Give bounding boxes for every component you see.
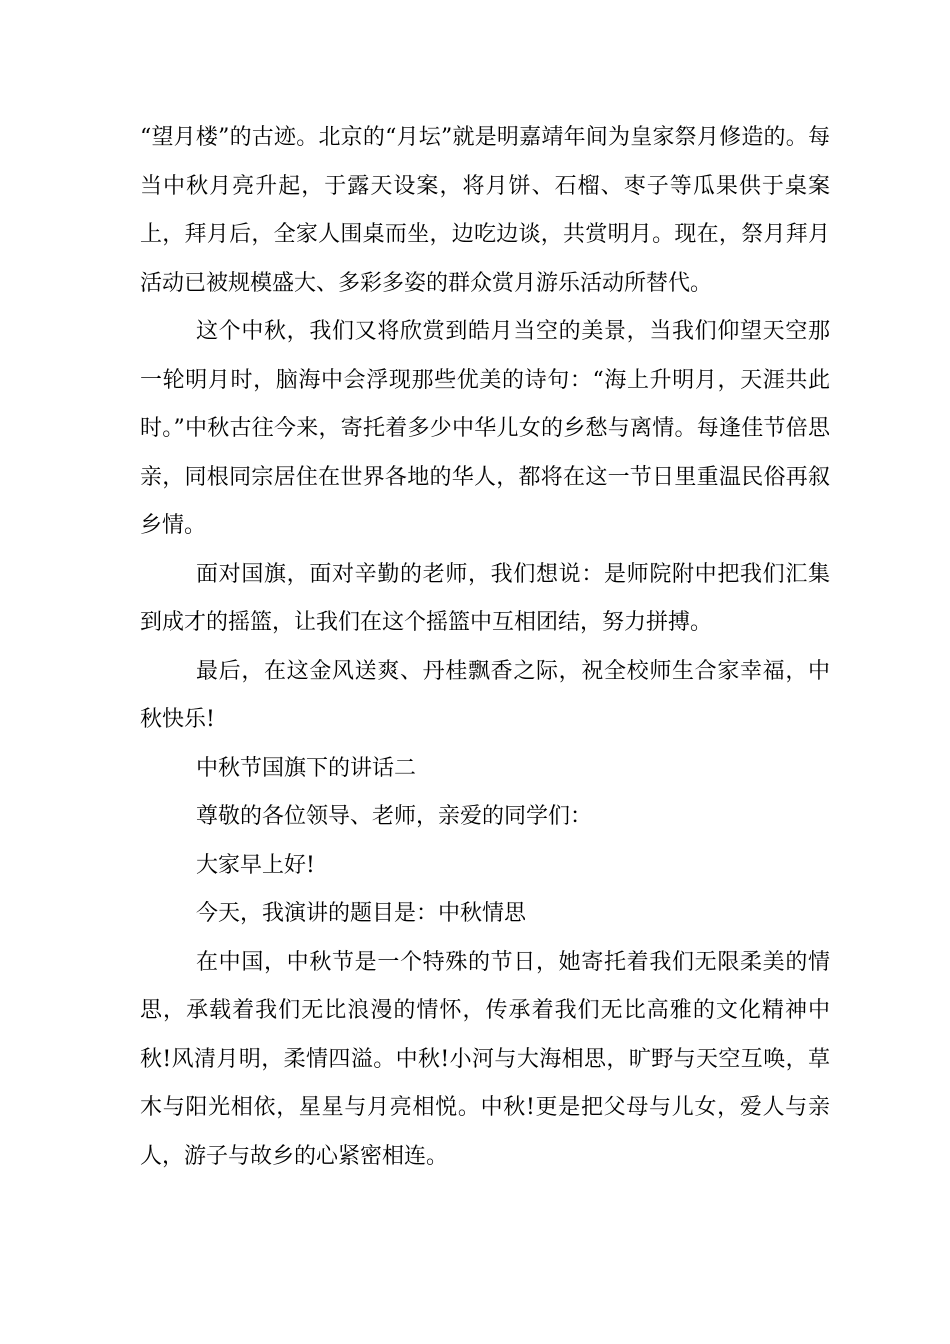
paragraph-mid-autumn-view: 这个中秋，我们又将欣赏到皓月当空的美景，当我们仰望天空那一轮明月时，脑海中会浮现那些优美的诗句：“海上升明月，天涯共此时。”中秋古往今来，寄托着多少中华儿女的乡愁与离情。每逢佳节倍思亲，同根同宗居住在世界各地的华人，都将在这一节日里重温民俗再叙乡情。 bbox=[140, 319, 830, 538]
paragraph-mid-autumn-meaning: 在中国，中秋节是一个特殊的节日，她寄托着我们无限柔美的情思，承载着我们无比浪漫的情怀，传承着我们无比高雅的文化精神中秋!风清月明，柔情四溢。中秋!小河与大海相思，旷野与天空互唤，草木与阳光相依，星星与月亮相悦。中秋!更是把父母与儿女，爱人与亲人，游子与故乡的心紧密相连。 bbox=[140, 949, 830, 1169]
paragraph-flag-teachers: 面对国旗，面对辛勤的老师，我们想说：是师院附中把我们汇集到成才的摇篮，让我们在这个摇篮中互相团结，努力拼搏。 bbox=[140, 561, 830, 635]
paragraph-closing-wishes: 最后，在这金风送爽、丹桂飘香之际，祝全校师生合家幸福，中秋快乐! bbox=[140, 658, 830, 732]
document-body bbox=[140, 114, 830, 1181]
section-title-speech-two: 中秋节国旗下的讲话二 bbox=[196, 755, 417, 781]
paragraph-speech-topic: 今天，我演讲的题目是：中秋情思 bbox=[196, 901, 527, 926]
paragraph-moon-tower: “望月楼”的古迹。北京的“月坛”就是明嘉靖年间为皇家祭月修造的。每当中秋月亮升起，于露天设案，将月饼、石榴、枣子等瓜果供于桌案上，拜月后，全家人围桌而坐，边吃边谈，共赏明月。现在，祭月拜月活动已被规模盛大、多彩多姿的群众赏月游乐活动所替代。 bbox=[140, 125, 830, 296]
paragraph-salutation: 尊敬的各位领导、老师，亲爱的同学们： bbox=[196, 804, 593, 829]
paragraph-greeting: 大家早上好! bbox=[196, 852, 315, 878]
